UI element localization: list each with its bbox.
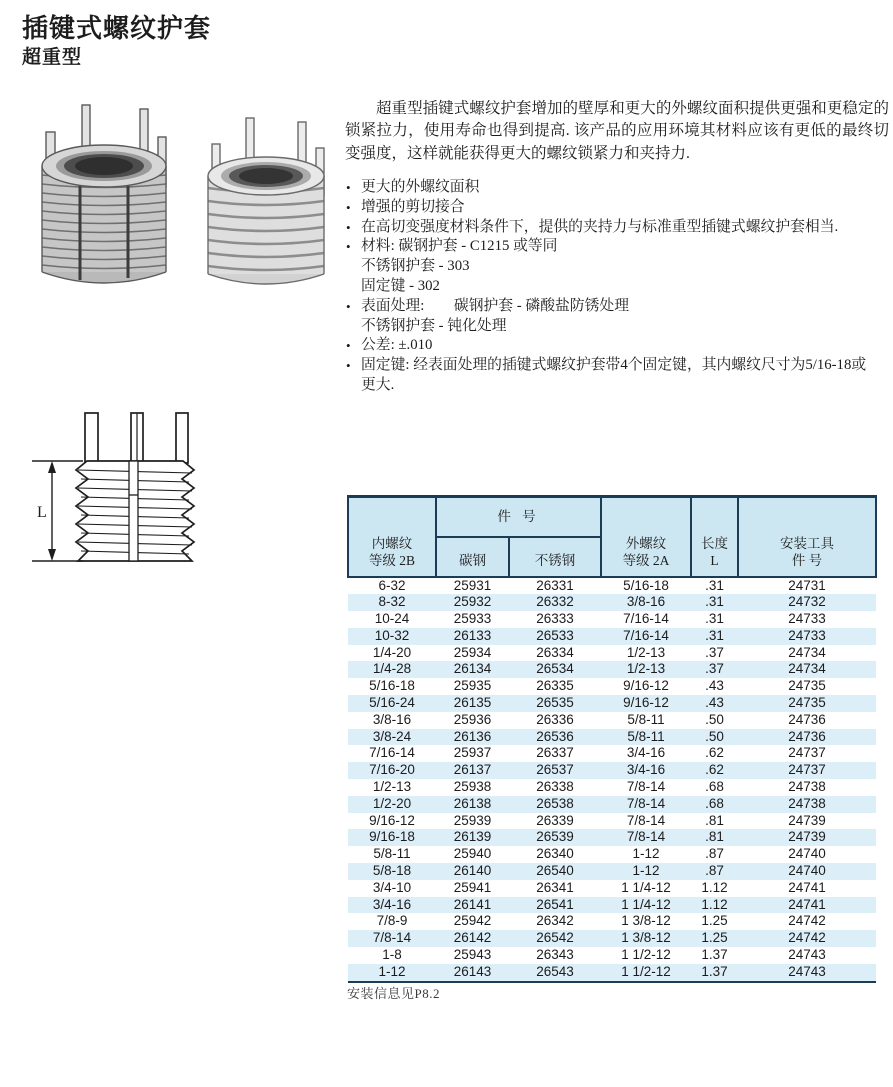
table-cell: 24739: [738, 829, 876, 846]
col-header-internal-thread: 内螺纹 等级 2B: [348, 497, 436, 577]
table-cell: 25933: [453, 611, 492, 627]
table-row: [348, 712, 876, 729]
table-cell: 24743: [738, 964, 876, 982]
table-cell: .87: [705, 846, 724, 862]
table-cell: 26336: [536, 711, 574, 727]
table-cell: 25935: [453, 678, 492, 694]
dimension-label: L: [37, 504, 47, 521]
parts-table: [347, 495, 877, 983]
table-cell: .50: [691, 729, 738, 746]
table-cell: 1-8: [382, 947, 402, 963]
table-cell: 26533: [509, 628, 601, 645]
table-cell: 24741: [788, 879, 826, 895]
bullet-marker: •: [346, 199, 351, 215]
col-header-part-number-group: 件 号: [436, 497, 601, 537]
table-cell: 7/16-14: [623, 611, 669, 627]
table-cell: 26135: [436, 695, 509, 712]
table-cell: 7/8-9: [376, 913, 408, 929]
table-cell: 1 3/8-12: [621, 913, 671, 929]
table-cell: 25943: [453, 947, 492, 963]
table-cell: .37: [691, 661, 738, 678]
table-cell: .68: [691, 796, 738, 813]
table-cell: 26133: [436, 628, 509, 645]
table-cell: 24733: [788, 611, 826, 627]
bullet-marker: •: [346, 239, 351, 255]
table-cell: 1 3/8-12: [601, 930, 691, 947]
bullet-text: 公差: ±.010: [361, 337, 433, 354]
table-cell: .87: [691, 863, 738, 880]
table-row: [348, 628, 876, 645]
table-row: [348, 577, 876, 595]
table-cell: 25939: [453, 812, 492, 828]
product-photo-carbon-insert: [22, 100, 190, 312]
table-row: [348, 829, 876, 846]
table-cell: 3/8-24: [348, 729, 436, 746]
keyway-slot: [129, 461, 138, 561]
table-cell: 25938: [453, 779, 492, 795]
table-cell: .31: [691, 628, 738, 645]
col-header-external-thread: 外螺纹 等级 2A: [601, 497, 691, 577]
table-cell: 3/4-16: [601, 762, 691, 779]
table-cell: 7/16-14: [369, 745, 415, 761]
bullet-text: 更大的外螺纹面积: [361, 179, 480, 195]
table-cell: 1.12: [691, 897, 738, 914]
table-cell: .62: [705, 745, 724, 761]
bullet-continuation-line: [345, 277, 893, 297]
table-cell: 7/16-20: [348, 762, 436, 779]
table-row: [348, 897, 876, 914]
table-cell: 1 1/2-12: [621, 947, 671, 963]
bullet-text: 表面处理: 碳钢护套 - 磷酸盐防锈处理: [361, 297, 629, 314]
table-cell: 1-12: [348, 964, 436, 982]
table-cell: 7/8-14: [601, 796, 691, 813]
table-cell: 26141: [436, 897, 509, 914]
table-cell: 26337: [536, 745, 574, 761]
table-row: [348, 796, 876, 813]
bullet-marker: •: [346, 358, 351, 374]
table-cell: 1-12: [601, 863, 691, 880]
table-cell: .62: [691, 762, 738, 779]
table-cell: 26134: [436, 661, 509, 678]
table-cell: .31: [705, 611, 724, 627]
table-cell: 1.12: [701, 879, 728, 895]
table-cell: 3/8-16: [601, 594, 691, 611]
table-cell: 1/4-28: [348, 661, 436, 678]
table-cell: 24739: [788, 812, 826, 828]
table-cell: 5/16-18: [369, 678, 415, 694]
table-cell: 24736: [788, 711, 826, 727]
table-cell: 26534: [509, 661, 601, 678]
table-cell: 7/16-14: [601, 628, 691, 645]
table-cell: 7/8-14: [348, 930, 436, 947]
table-cell: 25934: [453, 644, 492, 660]
table-cell: 26139: [436, 829, 509, 846]
table-row: [348, 813, 876, 830]
table-cell: 6-32: [378, 577, 406, 593]
table-cell: 24738: [738, 796, 876, 813]
table-cell: 26537: [509, 762, 601, 779]
key-right: [176, 413, 188, 463]
bullet-item: [345, 297, 893, 317]
table-row: [348, 645, 876, 662]
table-cell: 8-32: [348, 594, 436, 611]
bullet-continuation-line: [345, 257, 893, 277]
table-cell: 25936: [453, 711, 492, 727]
page-subtitle: 超重型: [22, 47, 83, 68]
bullet-item: [345, 198, 893, 218]
table-cell: 9/16-12: [601, 695, 691, 712]
table-cell: 25932: [436, 594, 509, 611]
table-cell: 1/2-20: [348, 796, 436, 813]
table-cell: .43: [691, 695, 738, 712]
table-cell: 26335: [536, 678, 574, 694]
bullet-text: 不锈钢护套 - 钝化处理: [361, 317, 507, 334]
table-cell: 26136: [436, 729, 509, 746]
table-cell: 1-12: [632, 846, 660, 862]
table-cell: 26333: [536, 611, 574, 627]
product-photo-stainless-insert: [190, 114, 342, 312]
table-cell: 26338: [536, 779, 574, 795]
install-info-footnote: 安装信息见P8.2: [347, 986, 440, 1001]
table-cell: 1.37: [691, 964, 738, 982]
parts-table-header: [348, 497, 876, 577]
table-row: [348, 678, 876, 695]
table-cell: 5/8-11: [601, 729, 691, 746]
table-cell: 24738: [788, 779, 826, 795]
table-cell: 25931: [453, 577, 492, 593]
product-description: 超重型插键式螺纹护套增加的壁厚和更大的外螺纹面积提供更强和更稳定的锁紧拉力，使用寿命也得到提高. 该产品的应用环境其材料应该有更低的最终切变强度，这样就能获得更大的螺纹锁紧力和夹持力.: [345, 100, 889, 162]
dimension-drawing: [25, 403, 210, 581]
table-cell: 24732: [738, 594, 876, 611]
table-row: [348, 913, 876, 930]
table-row: [348, 846, 876, 863]
table-cell: 26138: [436, 796, 509, 813]
table-row: [348, 745, 876, 762]
table-cell: 1 1/4-12: [601, 897, 691, 914]
table-cell: 7/8-14: [601, 829, 691, 846]
table-cell: 26142: [436, 930, 509, 947]
col-header-stainless-steel: 不锈钢: [509, 537, 601, 577]
bullet-text: 在高切变强度材料条件下，提供的夹持力与标准重型插键式螺纹护套相当.: [361, 218, 839, 235]
table-cell: 1/4-20: [372, 644, 412, 660]
table-cell: 26539: [509, 829, 601, 846]
table-row: [348, 729, 876, 746]
table-cell: 26343: [536, 947, 574, 963]
table-row: [348, 779, 876, 796]
bullet-text: 更大.: [361, 376, 395, 393]
table-cell: 24742: [788, 913, 826, 929]
table-row: [348, 611, 876, 628]
table-cell: .37: [705, 644, 724, 660]
table-cell: 1/2-13: [626, 644, 666, 660]
table-cell: 3/8-16: [372, 711, 412, 727]
table-row: [348, 661, 876, 678]
table-cell: 26536: [509, 729, 601, 746]
table-cell: 26140: [436, 863, 509, 880]
table-cell: 24734: [788, 644, 826, 660]
bullet-item: [345, 178, 893, 198]
table-cell: 25940: [453, 846, 492, 862]
table-cell: 10-24: [374, 611, 410, 627]
table-cell: 24741: [738, 897, 876, 914]
table-row: [348, 930, 876, 947]
bullet-item: [345, 336, 893, 356]
bullet-item: [345, 356, 893, 376]
table-cell: 24731: [788, 577, 826, 593]
table-row: [348, 695, 876, 712]
table-cell: 1.25: [701, 913, 728, 929]
bullet-text: 增强的剪切接合: [361, 198, 465, 215]
table-cell: 25941: [453, 879, 492, 895]
table-cell: 26137: [436, 762, 509, 779]
table-cell: 10-32: [348, 628, 436, 645]
table-cell: 1 1/2-12: [601, 964, 691, 982]
table-cell: 5/8-11: [627, 711, 665, 727]
table-cell: 26334: [536, 644, 574, 660]
table-cell: 9/16-12: [623, 678, 669, 694]
table-cell: 26340: [536, 846, 574, 862]
table-cell: 3/4-16: [348, 897, 436, 914]
table-cell: 5/16-18: [623, 577, 669, 593]
bullet-text: 固定键 - 302: [361, 277, 440, 294]
table-cell: 26342: [536, 913, 574, 929]
table-cell: 1 1/4-12: [621, 879, 671, 895]
table-cell: 5/16-24: [348, 695, 436, 712]
table-cell: 24735: [738, 695, 876, 712]
table-cell: 24735: [788, 678, 826, 694]
key-left: [85, 413, 98, 463]
table-cell: 1/2-13: [601, 661, 691, 678]
table-cell: 24734: [738, 661, 876, 678]
table-cell: 1/2-13: [372, 779, 412, 795]
table-cell: 7/8-14: [626, 779, 666, 795]
table-cell: .81: [705, 812, 724, 828]
table-cell: 1.37: [701, 947, 728, 963]
col-header-carbon-steel: 碳钢: [436, 537, 509, 577]
table-cell: 7/8-14: [626, 812, 666, 828]
bullet-marker: •: [346, 338, 351, 354]
table-cell: 26341: [536, 879, 574, 895]
bullet-text: 固定键: 经表面处理的插键式螺纹护套带4个固定键，其内螺纹尺寸为5/16-18或: [361, 357, 867, 374]
parts-table-section: [347, 495, 877, 983]
table-row: [348, 762, 876, 779]
table-cell: 26542: [509, 930, 601, 947]
table-cell: 24737: [788, 745, 826, 761]
arrow-down-icon: [48, 549, 56, 561]
table-cell: 25942: [453, 913, 492, 929]
bullet-continuation-line: [345, 376, 893, 396]
table-cell: 26331: [536, 577, 574, 593]
table-cell: 25937: [453, 745, 492, 761]
table-row: [348, 594, 876, 611]
table-cell: 24733: [738, 628, 876, 645]
table-cell: .31: [705, 577, 724, 593]
table-cell: 24740: [788, 846, 826, 862]
table-cell: 26538: [509, 796, 601, 813]
table-cell: 9/16-18: [348, 829, 436, 846]
parts-table-body: [348, 577, 876, 982]
feature-list: [345, 178, 893, 396]
table-cell: 24736: [738, 729, 876, 746]
table-cell: .43: [705, 678, 724, 694]
col-header-install-tool: 安装工具 件 号: [738, 497, 876, 577]
table-cell: 24737: [738, 762, 876, 779]
bullet-marker: •: [346, 180, 351, 195]
table-cell: .81: [691, 829, 738, 846]
table-row: [348, 947, 876, 964]
table-cell: 3/4-10: [372, 879, 412, 895]
table-cell: 26535: [509, 695, 601, 712]
table-row: [348, 863, 876, 880]
col-header-length: 长度 L: [691, 497, 738, 577]
bullet-continuation-line: [345, 317, 893, 337]
table-cell: 3/4-16: [626, 745, 666, 761]
table-cell: 26541: [509, 897, 601, 914]
table-cell: 26540: [509, 863, 601, 880]
table-cell: 26543: [509, 964, 601, 982]
table-cell: 26332: [509, 594, 601, 611]
table-cell: 9/16-12: [369, 812, 415, 828]
arrow-up-icon: [48, 461, 56, 473]
table-cell: 1.25: [691, 930, 738, 947]
table-row: [348, 964, 876, 982]
table-cell: 24740: [738, 863, 876, 880]
table-cell: 5/8-18: [348, 863, 436, 880]
page-title: 插键式螺纹护套: [22, 13, 212, 43]
bullet-item: [345, 237, 893, 257]
bullet-text: 不锈钢护套 - 303: [361, 258, 470, 275]
table-cell: 26143: [436, 964, 509, 982]
table-cell: 5/8-11: [373, 846, 411, 862]
bullet-marker: •: [346, 219, 351, 235]
bullet-item: [345, 218, 893, 238]
table-cell: .31: [691, 594, 738, 611]
bullet-text: 材料: 碳钢护套 - C1215 或等同: [361, 238, 558, 255]
table-cell: 26339: [536, 812, 574, 828]
table-cell: 24742: [738, 930, 876, 947]
table-cell: .68: [705, 779, 724, 795]
table-cell: 24743: [788, 947, 826, 963]
table-cell: .50: [705, 711, 724, 727]
bullet-marker: •: [346, 298, 351, 314]
table-row: [348, 880, 876, 897]
